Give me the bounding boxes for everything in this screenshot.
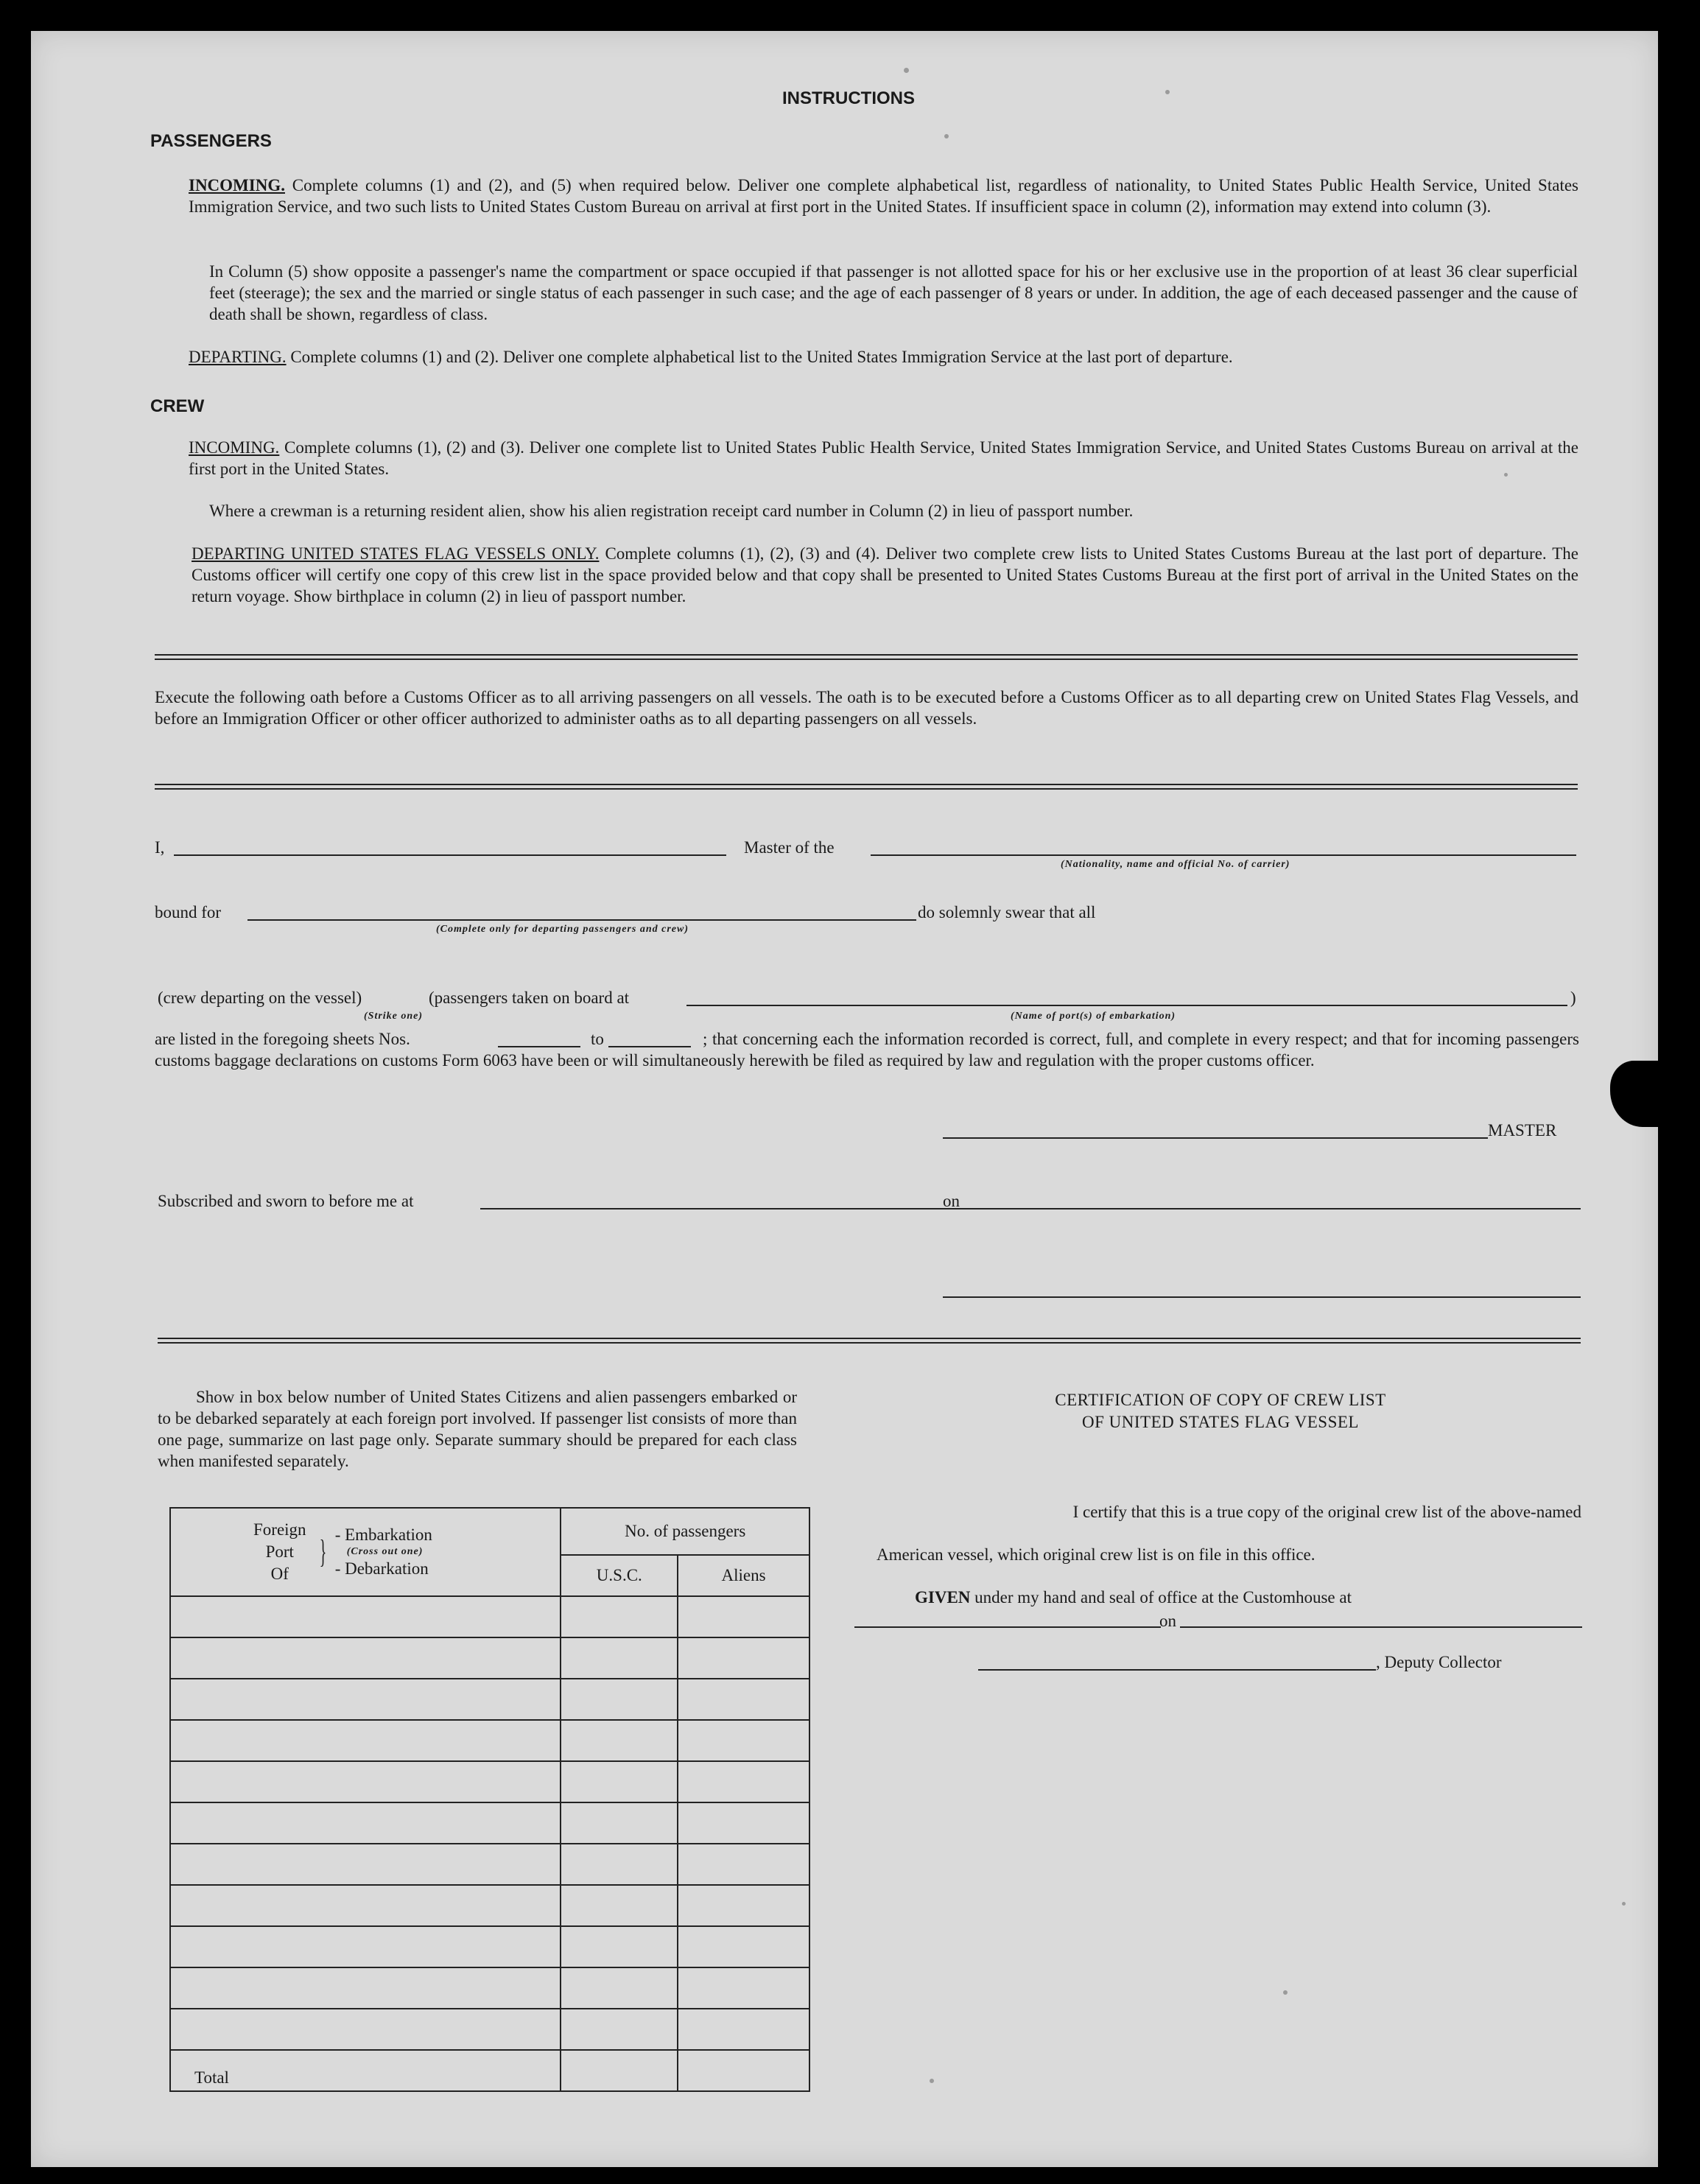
crew-incoming-paragraph [189,437,1578,480]
table-row [170,1844,809,1885]
col-debarkation: - Debarkation [334,1559,429,1578]
col-of: Of [270,1565,289,1583]
table-row [170,1802,809,1844]
master-name-line[interactable] [174,854,726,856]
usc-header: U.S.C. [561,1555,678,1596]
sworn-place-line[interactable] [480,1208,968,1209]
port-cell[interactable] [170,1720,561,1761]
cert-on-label: on [1159,1612,1176,1630]
crew-heading: CREW [150,396,205,416]
table-row [170,1720,809,1761]
passengers-incoming-label: INCOMING. [189,176,285,194]
usc-cell[interactable] [561,1679,678,1720]
strike-note: (Strike one) [364,1011,424,1022]
usc-cell[interactable] [561,1885,678,1926]
aliens-cell[interactable] [678,1844,809,1885]
carrier-note: (Nationality, name and official No. of carrier) [1061,859,1290,870]
col-port: Port [265,1542,294,1561]
port-cell[interactable] [170,1967,561,2009]
paper-speck [930,2079,934,2083]
passengers-departing-paragraph [189,346,1233,368]
passengers-heading: PASSENGERS [150,131,272,151]
table-row [170,1967,809,2009]
double-rule [155,654,1578,660]
certification-title-line2: OF UNITED STATES FLAG VESSEL [1082,1413,1359,1431]
usc-cell[interactable] [561,2009,678,2050]
table-row [170,1679,809,1720]
destination-line[interactable] [247,919,916,921]
usc-cell[interactable] [561,1844,678,1885]
port-cell[interactable] [170,1885,561,1926]
usc-cell[interactable] [561,1637,678,1679]
sworn-date-line[interactable] [966,1208,1581,1209]
paper-speck [944,134,949,138]
deputy-signature-line[interactable] [978,1669,1376,1671]
double-rule [158,1338,1581,1344]
customhouse-line[interactable] [854,1626,1161,1628]
aliens-cell[interactable] [678,1761,809,1802]
port-cell[interactable] [170,1844,561,1885]
port-cell[interactable] [170,1679,561,1720]
double-rule [155,784,1578,790]
i-label: I, [155,838,165,857]
passengers-departing-text: Complete columns (1) and (2). Deliver one complete alphabetical list to the United States Immigration Service at the last port of departure. [290,348,1233,366]
aliens-cell[interactable] [678,1637,809,1679]
crew-departing-text: Complete columns (1), (2), (3) and (4). Deliver two complete crew lists to United States Customs Bureau at the last port of departure. The Customs officer will certify one copy of this crew list in the space provided below and that copy shall be presented to United States Customs Bureau at the first port of arrival in the United States on the return voyage. Show birthplace in column (2) in lieu of passport number. [192,544,1579,605]
table-row [170,1761,809,1802]
port-note: (Name of port(s) of embarkation) [1011,1011,1176,1022]
col-foreign: Foreign [253,1520,306,1539]
carrier-line[interactable] [871,854,1576,856]
table-row [170,1596,809,1637]
col-embarkation: - Embarkation [334,1525,432,1544]
master-of-label: Master of the [744,838,835,857]
crew-departing-option: (crew departing on the vessel) [158,989,362,1007]
officer-signature-line[interactable] [943,1296,1581,1298]
usc-cell[interactable] [561,1720,678,1761]
col-cross-out: (Cross out one) [346,1546,424,1557]
sheets-post: ; that concerning each the information recorded is correct, full, and complete in every respect; and that for incoming passengers customs baggage declarations on customs Form 6063 have been or will simultaneously herewith be filed as required by law and regulation with the proper customs officer. [155,1030,1579,1070]
total-label: Total [170,2050,561,2091]
aliens-cell[interactable] [678,1679,809,1720]
close-paren: ) [1570,989,1576,1007]
certification-title-line1: CERTIFICATION OF COPY OF CREW LIST [1055,1391,1386,1409]
no-passengers-header: No. of passengers [561,1508,809,1555]
oath-intro: Execute the following oath before a Customs Officer as to all arriving passengers on all vessels. The oath is to be executed before a Customs Officer as to all departing crew on United States Flag Vessels, and before an Immigration Officer or other officer authorized to administer oaths as to all departing passengers on all vessels. [155,688,1578,728]
given-text: under my hand and seal of office at the Customhouse at [974,1588,1352,1607]
aliens-cell[interactable] [678,1596,809,1637]
given-label: GIVEN [915,1588,971,1607]
usc-cell[interactable] [561,1967,678,2009]
usc-cell[interactable] [561,1802,678,1844]
total-row [170,2050,809,2091]
certify-text-2: American vessel, which original crew list is on file in this office. [877,1545,1316,1564]
instructions-title: INSTRUCTIONS [782,88,915,108]
aliens-cell[interactable] [678,1885,809,1926]
ports-line[interactable] [686,1005,1567,1006]
passengers-incoming-paragraph [189,175,1578,217]
brace-icon: } [319,1534,326,1570]
cert-date-line[interactable] [1180,1626,1582,1628]
total-aliens-cell[interactable] [678,2050,809,2091]
bound-for-label: bound for [155,903,222,921]
aliens-cell[interactable] [678,2009,809,2050]
master-label: MASTER [1488,1121,1557,1140]
passengers-incoming-text: Complete columns (1) and (2), and (5) when required below. Deliver one complete alphabetical list, regardless of nationality, to United States Public Health Service, United States Immigration Service, and two such lists to United States Custom Bureau on arrival at first port in the United States. If insufficient space in column (2), information may extend into column (3). [189,176,1579,216]
certification-title [944,1389,1497,1433]
usc-cell[interactable] [561,1596,678,1637]
paper-speck [904,68,909,73]
paper-speck [1622,1902,1626,1906]
crew-departing-paragraph [192,543,1578,607]
table-row [170,1637,809,1679]
aliens-cell[interactable] [678,1967,809,2009]
aliens-cell[interactable] [678,1802,809,1844]
deputy-collector-label: , Deputy Collector [1376,1653,1502,1671]
swear-label: do solemnly swear that all [918,903,1096,921]
foreign-port-header [170,1508,561,1596]
paper-speck [1283,1990,1288,1995]
passenger-summary-table [169,1507,810,2092]
table-row [170,2009,809,2050]
port-cell[interactable] [170,1637,561,1679]
sheets-pre: are listed in the foregoing sheets Nos. [155,1030,410,1048]
table-row [170,1926,809,1967]
aliens-cell[interactable] [678,1926,809,1967]
port-cell[interactable] [170,1596,561,1637]
usc-cell[interactable] [561,1926,678,1967]
port-cell[interactable] [170,1761,561,1802]
port-cell[interactable] [170,2009,561,2050]
certify-text-1: I certify that this is a true copy of the original crew list of the above-named [1072,1503,1581,1521]
subscribed-label: Subscribed and sworn to before me at [158,1192,414,1210]
master-signature-line[interactable] [943,1137,1488,1139]
given-paragraph [915,1587,1352,1608]
form-sheet [31,31,1658,2167]
aliens-cell[interactable] [678,1720,809,1761]
usc-cell[interactable] [561,1761,678,1802]
paper-speck [1165,90,1170,94]
crew-incoming-text: Complete columns (1), (2) and (3). Deliver one complete list to United States Public Health Service, United States Immigration Service, and United States Customs Bureau on arrival at the first port in the United States. [189,438,1578,478]
crew-departing-label: DEPARTING UNITED STATES FLAG VESSELS ONLY. [192,544,600,563]
summary-rows [170,1596,809,2091]
complete-note: (Complete only for departing passengers and crew) [436,924,689,935]
port-cell[interactable] [170,1802,561,1844]
port-cell[interactable] [170,1926,561,1967]
summary-text: Show in box below number of United States Citizens and alien passengers embarked or to be debarked separately at each foreign port involved. If passenger list consists of more than one page, summarize on last page only. Separate summary should be prepared for each class when manifested separately. [158,1388,797,1470]
total-usc-cell[interactable] [561,2050,678,2091]
crew-incoming-label: INCOMING. [189,438,280,457]
column5-paragraph: In Column (5) show opposite a passenger's name the compartment or space occupied if that passenger is not allotted space for his or her exclusive use in the proportion of at least 36 clear superficial feet (steerage); the sex and the married or single status of each passenger in such case; and the age of each passenger of 8 years or under. In addition, the age of each deceased passenger and the cause of death shall be shown, regardless of class. [209,262,1578,323]
passengers-taken-option: (passengers taken on board at [429,989,630,1007]
passengers-departing-label: DEPARTING. [189,348,287,366]
table-row [170,1885,809,1926]
crewman-paragraph: Where a crewman is a returning resident alien, show his alien registration receipt card number in Column (2) in lieu of passport number. [209,502,1134,520]
aliens-header: Aliens [678,1555,809,1596]
sheets-to: to [591,1030,604,1048]
sworn-on-label: on [943,1192,960,1210]
